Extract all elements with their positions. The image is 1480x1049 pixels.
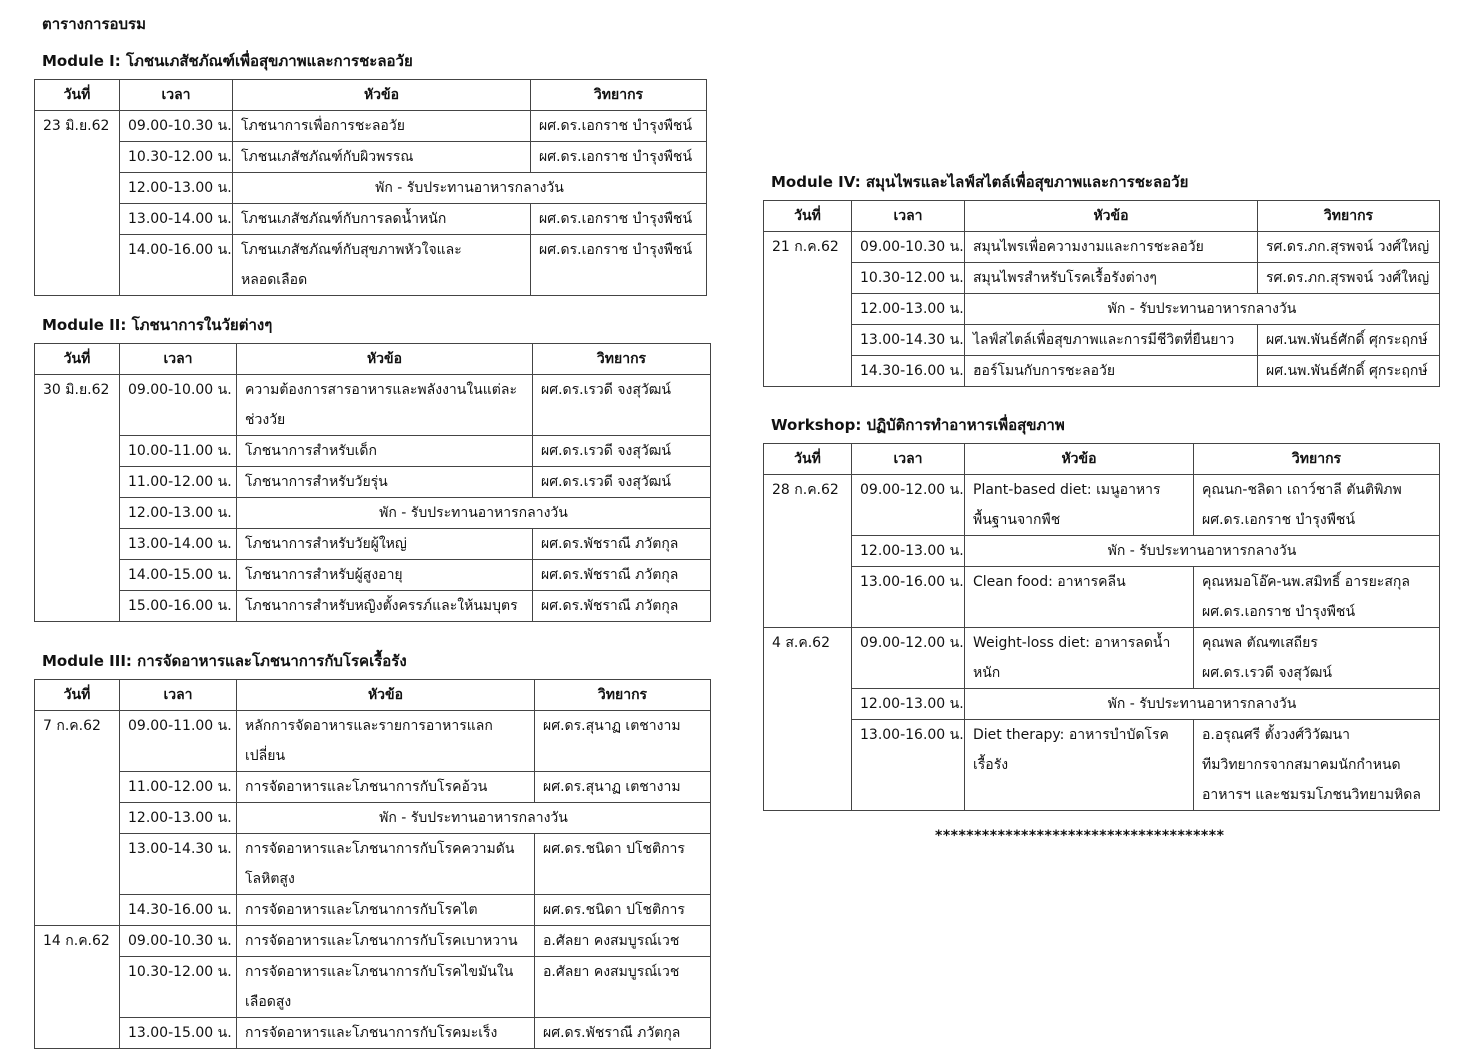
topic-header: หัวข้อ bbox=[237, 680, 535, 711]
topic-line: Clean food: อาหารคลีน bbox=[973, 574, 1126, 590]
time-cell: 13.00-14.00 น. bbox=[120, 529, 237, 560]
topic-line: เรื้อรัง bbox=[973, 757, 1009, 773]
speaker-line: อ.อรุณศรี ตั้งวงศ์วิวัฒนา bbox=[1202, 727, 1350, 743]
topic-line: ความต้องการสารอาหารและพลังงานในแต่ละ bbox=[245, 382, 517, 398]
topic-header: หัวข้อ bbox=[233, 80, 531, 111]
time-header: เวลา bbox=[120, 680, 237, 711]
topic-line: การจัดอาหารและโภชนาการกับโรคมะเร็ง bbox=[245, 1025, 498, 1041]
topic-line: โภชนเภสัชภัณฑ์กับสุขภาพหัวใจและ bbox=[241, 242, 462, 258]
time-cell: 14.30-16.00 น. bbox=[120, 895, 237, 926]
topic-cell bbox=[233, 235, 531, 296]
topic-line: พื้นฐานจากพืช bbox=[973, 512, 1061, 528]
speaker-cell bbox=[1258, 325, 1440, 356]
speaker-cell bbox=[535, 711, 711, 772]
time-cell: 13.00-14.30 น. bbox=[120, 834, 237, 895]
speaker-line: ผศ.ดร.เอกราช บำรุงพืชน์ bbox=[539, 211, 693, 227]
table-row bbox=[35, 375, 711, 436]
time-cell: 09.00-10.30 น. bbox=[852, 232, 965, 263]
speaker-line: คุณนก-ชลิดา เถาว์ชาลี ตันติพิภพ bbox=[1202, 482, 1402, 498]
speaker-header: วิทยากร bbox=[531, 80, 707, 111]
time-cell: 13.00-14.30 น. bbox=[852, 325, 965, 356]
speaker-cell bbox=[533, 529, 711, 560]
table-row bbox=[764, 232, 1440, 263]
speaker-cell bbox=[531, 142, 707, 173]
topic-line: สมุนไพรเพื่อความงามและการชะลอวัย bbox=[973, 239, 1204, 255]
table-header-row bbox=[764, 444, 1440, 475]
lunch-break-cell: พัก - รับประทานอาหารกลางวัน bbox=[237, 803, 711, 834]
schedule-table bbox=[763, 443, 1440, 811]
lunch-break-cell: พัก - รับประทานอาหารกลางวัน bbox=[965, 689, 1440, 720]
speaker-line: ผศ.ดร.สุนาฏ เตชางาม bbox=[543, 779, 681, 795]
speaker-cell bbox=[1258, 263, 1440, 294]
time-cell: 10.30-12.00 น. bbox=[120, 957, 237, 1018]
speaker-cell bbox=[533, 591, 711, 622]
speaker-line: ผศ.ดร.เอกราช บำรุงพืชน์ bbox=[539, 242, 693, 258]
table-row bbox=[35, 834, 711, 895]
topic-cell bbox=[237, 711, 535, 772]
lunch-break-cell: พัก - รับประทานอาหารกลางวัน bbox=[965, 536, 1440, 567]
table-header-row bbox=[35, 80, 707, 111]
topic-line: โภชนาการสำหรับหญิงตั้งครรภ์และให้นมบุตร bbox=[245, 598, 518, 614]
speaker-line: ผศ.ดร.พัชราณี ภวัตกุล bbox=[543, 1025, 681, 1041]
topic-cell bbox=[965, 567, 1194, 628]
break-row bbox=[764, 536, 1440, 567]
speaker-cell bbox=[533, 467, 711, 498]
date-cell: 23 มิ.ย.62 bbox=[35, 111, 120, 296]
date-header: วันที่ bbox=[764, 444, 852, 475]
speaker-line: อาหารฯ และชมรมโภชนวิทยามหิดล bbox=[1202, 787, 1421, 803]
speaker-line: คุณหมอโอ๊ค-นพ.สมิทธิ์ อารยะสกุล bbox=[1202, 574, 1410, 590]
break-row bbox=[35, 498, 711, 529]
speaker-line: ผศ.ดร.เรวดี จงสุวัฒน์ bbox=[1202, 665, 1332, 681]
topic-line: การจัดอาหารและโภชนาการกับโรคไต bbox=[245, 902, 478, 918]
speaker-line: คุณพล ตัณฑเสถียร bbox=[1202, 635, 1318, 651]
topic-cell bbox=[237, 375, 533, 436]
topic-line: การจัดอาหารและโภชนาการกับโรคไขมันในเลือดสูง bbox=[245, 964, 514, 1010]
topic-cell bbox=[237, 436, 533, 467]
time-cell: 12.00-13.00 น. bbox=[120, 498, 237, 529]
date-header: วันที่ bbox=[764, 201, 852, 232]
date-cell: 4 ส.ค.62 bbox=[764, 628, 852, 811]
speaker-cell bbox=[535, 772, 711, 803]
topic-cell bbox=[237, 772, 535, 803]
table-row bbox=[35, 711, 711, 772]
module-3-section bbox=[34, 649, 711, 1049]
topic-line: โลหิตสูง bbox=[245, 871, 295, 887]
speaker-line: ผศ.ดร.พัชราณี ภวัตกุล bbox=[541, 598, 679, 614]
speaker-line: ผศ.ดร.พัชราณี ภวัตกุล bbox=[541, 536, 679, 552]
topic-line: โภชนาการสำหรับผู้สูงอายุ bbox=[245, 567, 403, 583]
time-cell: 13.00-16.00 น. bbox=[852, 567, 965, 628]
table-row bbox=[764, 475, 1440, 536]
table-row bbox=[35, 111, 707, 142]
speaker-line: รศ.ดร.ภก.สุรพจน์ วงศ์ใหญ่ bbox=[1266, 239, 1430, 255]
schedule-table bbox=[763, 200, 1440, 387]
time-header: เวลา bbox=[852, 444, 965, 475]
table-row bbox=[35, 926, 711, 957]
table-row bbox=[35, 204, 707, 235]
speaker-cell bbox=[531, 235, 707, 296]
speaker-line: ผศ.ดร.เอกราช บำรุงพืชน์ bbox=[539, 149, 693, 165]
break-row bbox=[764, 689, 1440, 720]
topic-line: โภชนาการสำหรับวัยรุ่น bbox=[245, 474, 388, 490]
speaker-cell bbox=[1194, 720, 1440, 811]
topic-header: หัวข้อ bbox=[965, 444, 1194, 475]
workshop-section bbox=[763, 413, 1440, 811]
topic-line: Diet therapy: อาหารบำบัดโรค bbox=[973, 727, 1169, 743]
speaker-cell bbox=[535, 895, 711, 926]
topic-line: การจัดอาหารและโภชนาการกับโรคเบาหวาน bbox=[245, 933, 518, 949]
table-row bbox=[35, 591, 711, 622]
speaker-line: ผศ.ดร.เอกราช บำรุงพืชน์ bbox=[539, 118, 693, 134]
topic-header: หัวข้อ bbox=[965, 201, 1258, 232]
topic-cell bbox=[965, 263, 1258, 294]
module-2-section bbox=[34, 313, 711, 622]
topic-cell bbox=[237, 467, 533, 498]
date-header: วันที่ bbox=[35, 680, 120, 711]
speaker-line: ผศ.ดร.เรวดี จงสุวัฒน์ bbox=[541, 382, 671, 398]
lunch-break-cell: พัก - รับประทานอาหารกลางวัน bbox=[965, 294, 1440, 325]
speaker-cell bbox=[533, 560, 711, 591]
module-title: Workshop: ปฏิบัติการทำอาหารเพื่อสุขภาพ bbox=[771, 416, 1065, 434]
topic-cell bbox=[237, 926, 535, 957]
speaker-header: วิทยากร bbox=[1258, 201, 1440, 232]
table-row bbox=[35, 436, 711, 467]
speaker-cell bbox=[533, 375, 711, 436]
time-cell: 14.00-16.00 น. bbox=[120, 235, 233, 296]
date-cell: 14 ก.ค.62 bbox=[35, 926, 120, 1049]
speaker-line: อ.ศัลยา คงสมบูรณ์เวช bbox=[543, 933, 680, 949]
date-cell: 28 ก.ค.62 bbox=[764, 475, 852, 628]
time-cell: 11.00-12.00 น. bbox=[120, 467, 237, 498]
speaker-line: ผศ.ดร.เรวดี จงสุวัฒน์ bbox=[541, 443, 671, 459]
time-cell: 09.00-10.30 น. bbox=[120, 926, 237, 957]
time-header: เวลา bbox=[852, 201, 965, 232]
topic-cell bbox=[965, 232, 1258, 263]
time-header: เวลา bbox=[120, 344, 237, 375]
date-header: วันที่ bbox=[35, 80, 120, 111]
table-row bbox=[764, 720, 1440, 811]
module-1-section bbox=[34, 49, 707, 296]
speaker-cell bbox=[1194, 475, 1440, 536]
topic-cell bbox=[233, 111, 531, 142]
speaker-line: ทีมวิทยากรจากสมาคมนักกำหนด bbox=[1202, 757, 1401, 773]
lunch-break-cell: พัก - รับประทานอาหารกลางวัน bbox=[233, 173, 707, 204]
speaker-cell bbox=[1258, 232, 1440, 263]
speaker-line: รศ.ดร.ภก.สุรพจน์ วงศ์ใหญ่ bbox=[1266, 270, 1430, 286]
time-cell: 11.00-12.00 น. bbox=[120, 772, 237, 803]
time-cell: 09.00-11.00 น. bbox=[120, 711, 237, 772]
topic-cell bbox=[237, 560, 533, 591]
topic-cell bbox=[233, 142, 531, 173]
date-header: วันที่ bbox=[35, 344, 120, 375]
date-cell: 30 มิ.ย.62 bbox=[35, 375, 120, 622]
time-cell: 14.30-16.00 น. bbox=[852, 356, 965, 387]
time-cell: 13.00-16.00 น. bbox=[852, 720, 965, 811]
break-row bbox=[35, 803, 711, 834]
speaker-cell bbox=[1194, 567, 1440, 628]
table-row bbox=[35, 560, 711, 591]
topic-cell bbox=[237, 895, 535, 926]
topic-line: ไลฟ์สไตล์เพื่อสุขภาพและการมีชีวิตที่ยืนยาว bbox=[973, 332, 1235, 348]
topic-line: ฮอร์โมนกับการชะลอวัย bbox=[973, 363, 1116, 379]
topic-cell bbox=[965, 356, 1258, 387]
time-cell: 09.00-12.00 น. bbox=[852, 475, 965, 536]
topic-cell bbox=[965, 475, 1194, 536]
topic-line: Plant-based diet: เมนูอาหาร bbox=[973, 482, 1161, 498]
module-4-section bbox=[763, 170, 1440, 387]
table-header-row bbox=[35, 344, 711, 375]
speaker-line: ผศ.ดร.เอกราช บำรุงพืชน์ bbox=[1202, 604, 1356, 620]
module-title: Module I: โภชนเภสัชภัณฑ์เพื่อสุขภาพและการชะลอวัย bbox=[42, 52, 413, 70]
time-cell: 13.00-14.00 น. bbox=[120, 204, 233, 235]
speaker-cell bbox=[535, 834, 711, 895]
speaker-cell bbox=[1258, 356, 1440, 387]
schedule-table bbox=[34, 679, 711, 1049]
topic-cell bbox=[237, 1018, 535, 1049]
break-row bbox=[35, 173, 707, 204]
topic-line: Weight-loss diet: อาหารลดน้ำหนัก bbox=[973, 635, 1171, 681]
topic-cell bbox=[965, 720, 1194, 811]
topic-line: ช่วงวัย bbox=[245, 412, 286, 428]
topic-line: โภชนาการสำหรับเด็ก bbox=[245, 443, 377, 459]
table-row bbox=[764, 567, 1440, 628]
table-header-row bbox=[764, 201, 1440, 232]
speaker-cell bbox=[535, 957, 711, 1018]
topic-cell bbox=[233, 204, 531, 235]
speaker-line: ผศ.ดร.พัชราณี ภวัตกุล bbox=[541, 567, 679, 583]
table-row bbox=[764, 628, 1440, 689]
speaker-cell bbox=[531, 204, 707, 235]
topic-cell bbox=[237, 591, 533, 622]
time-cell: 09.00-10.00 น. bbox=[120, 375, 237, 436]
time-cell: 12.00-13.00 น. bbox=[120, 803, 237, 834]
speaker-header: วิทยากร bbox=[533, 344, 711, 375]
speaker-header: วิทยากร bbox=[1194, 444, 1440, 475]
table-row bbox=[764, 356, 1440, 387]
module-title: Module IV: สมุนไพรและไลฟ์สไตล์เพื่อสุขภาพและการชะลอวัย bbox=[771, 173, 1189, 191]
topic-header: หัวข้อ bbox=[237, 344, 533, 375]
topic-line: สมุนไพรสำหรับโรคเรื้อรังต่างๆ bbox=[973, 270, 1157, 286]
speaker-line: ผศ.ดร.เรวดี จงสุวัฒน์ bbox=[541, 474, 671, 490]
speaker-cell bbox=[1194, 628, 1440, 689]
speaker-line: ผศ.นพ.พันธ์ศักดิ์ ศุกระฤกษ์ bbox=[1266, 332, 1428, 348]
topic-cell bbox=[237, 834, 535, 895]
topic-line: หลอดเลือด bbox=[241, 272, 308, 288]
time-cell: 12.00-13.00 น. bbox=[120, 173, 233, 204]
speaker-cell bbox=[535, 1018, 711, 1049]
table-row bbox=[35, 529, 711, 560]
topic-line: โภชนาการเพื่อการชะลอวัย bbox=[241, 118, 405, 134]
topic-cell bbox=[237, 529, 533, 560]
speaker-cell bbox=[535, 926, 711, 957]
topic-line: การจัดอาหารและโภชนาการกับโรคอ้วน bbox=[245, 779, 488, 795]
topic-cell bbox=[965, 325, 1258, 356]
module-title: Module III: การจัดอาหารและโภชนาการกับโรคเรื้อรัง bbox=[42, 652, 407, 670]
table-row bbox=[35, 142, 707, 173]
table-row bbox=[764, 263, 1440, 294]
date-cell: 7 ก.ค.62 bbox=[35, 711, 120, 926]
page-title: ตารางการอบรม bbox=[42, 15, 147, 33]
speaker-header: วิทยากร bbox=[535, 680, 711, 711]
speaker-line: อ.ศัลยา คงสมบูรณ์เวช bbox=[543, 964, 680, 980]
speaker-line: ผศ.ดร.เอกราช บำรุงพืชน์ bbox=[1202, 512, 1356, 528]
end-mark: ************************************* bbox=[935, 828, 1225, 844]
table-row bbox=[35, 235, 707, 296]
time-cell: 10.30-12.00 น. bbox=[852, 263, 965, 294]
topic-line: หลักการจัดอาหารและรายการอาหารแลกเปลี่ยน bbox=[245, 718, 493, 764]
topic-line: โภชนเภสัชภัณฑ์กับการลดน้ำหนัก bbox=[241, 211, 447, 227]
table-row bbox=[35, 957, 711, 1018]
table-row bbox=[764, 325, 1440, 356]
break-row bbox=[764, 294, 1440, 325]
module-title: Module II: โภชนาการในวัยต่างๆ bbox=[42, 316, 273, 334]
table-row bbox=[35, 895, 711, 926]
lunch-break-cell: พัก - รับประทานอาหารกลางวัน bbox=[237, 498, 711, 529]
topic-line: โภชนาการสำหรับวัยผู้ใหญ่ bbox=[245, 536, 407, 552]
table-header-row bbox=[35, 680, 711, 711]
topic-cell bbox=[237, 957, 535, 1018]
time-header: เวลา bbox=[120, 80, 233, 111]
table-row bbox=[35, 467, 711, 498]
speaker-cell bbox=[531, 111, 707, 142]
table-row bbox=[35, 772, 711, 803]
topic-cell bbox=[965, 628, 1194, 689]
speaker-line: ผศ.ดร.ชนิดา ปโชติการ bbox=[543, 902, 685, 918]
date-cell: 21 ก.ค.62 bbox=[764, 232, 852, 387]
time-cell: 15.00-16.00 น. bbox=[120, 591, 237, 622]
time-cell: 14.00-15.00 น. bbox=[120, 560, 237, 591]
speaker-line: ผศ.ดร.สุนาฏ เตชางาม bbox=[543, 718, 681, 734]
time-cell: 10.00-11.00 น. bbox=[120, 436, 237, 467]
speaker-line: ผศ.นพ.พันธ์ศักดิ์ ศุกระฤกษ์ bbox=[1266, 363, 1428, 379]
topic-line: การจัดอาหารและโภชนาการกับโรคความดัน bbox=[245, 841, 515, 857]
time-cell: 12.00-13.00 น. bbox=[852, 536, 965, 567]
time-cell: 12.00-13.00 น. bbox=[852, 294, 965, 325]
schedule-table bbox=[34, 343, 711, 622]
time-cell: 09.00-12.00 น. bbox=[852, 628, 965, 689]
speaker-line: ผศ.ดร.ชนิดา ปโชติการ bbox=[543, 841, 685, 857]
time-cell: 12.00-13.00 น. bbox=[852, 689, 965, 720]
schedule-table bbox=[34, 79, 707, 296]
speaker-cell bbox=[533, 436, 711, 467]
time-cell: 13.00-15.00 น. bbox=[120, 1018, 237, 1049]
time-cell: 10.30-12.00 น. bbox=[120, 142, 233, 173]
table-row bbox=[35, 1018, 711, 1049]
topic-line: โภชนเภสัชภัณฑ์กับผิวพรรณ bbox=[241, 149, 414, 165]
time-cell: 09.00-10.30 น. bbox=[120, 111, 233, 142]
